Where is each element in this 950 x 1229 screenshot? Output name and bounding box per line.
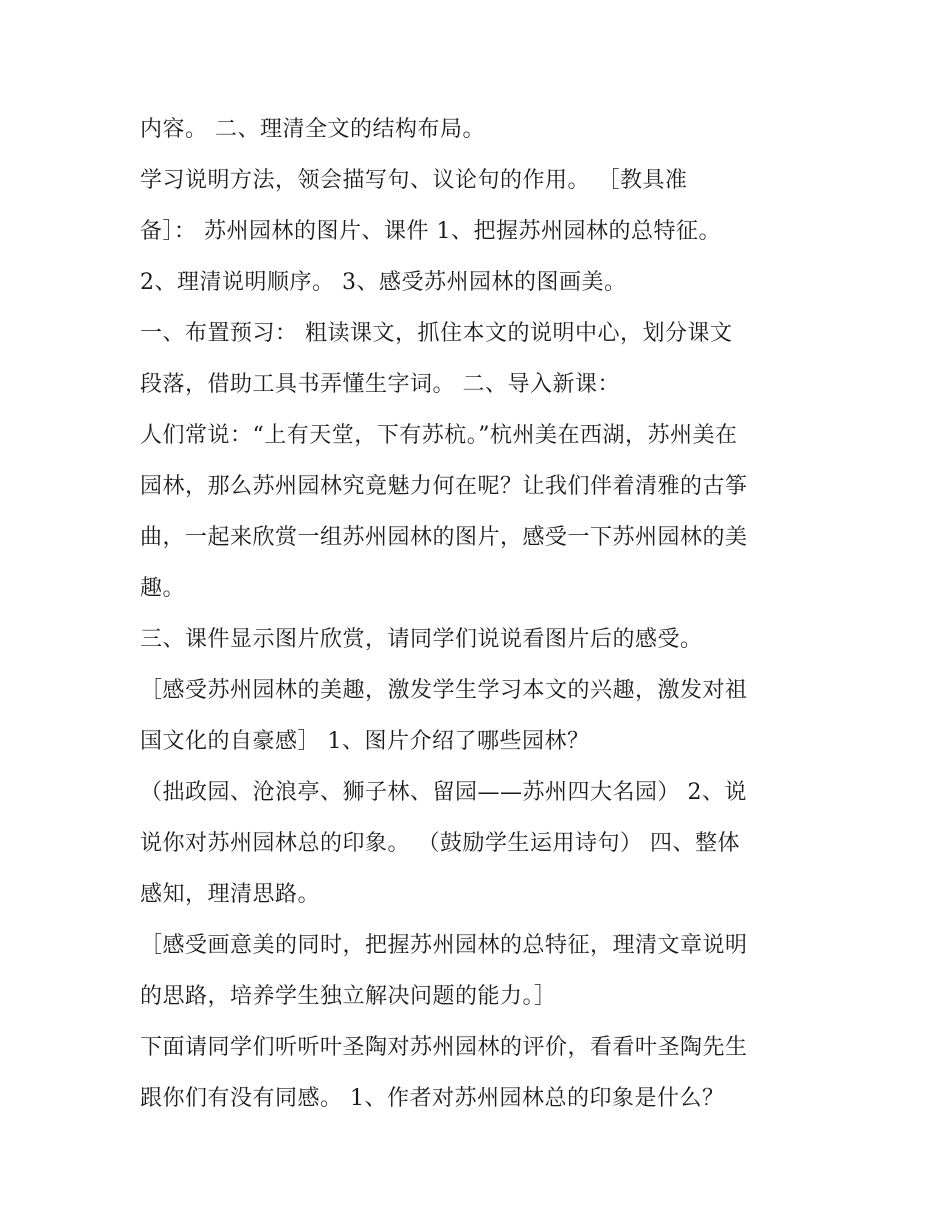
text-line: 一、布置预习： 粗读课文，抓住本文的说明中心，划分课文 bbox=[140, 321, 733, 346]
text-line: ［感受苏州园林的美趣，激发学生学习本文的兴趣，激发对祖 bbox=[140, 678, 748, 703]
text-line: 人们常说：“上有天堂，下有苏杭。”杭州美在西湖，苏州美在 bbox=[140, 423, 738, 448]
text-line: 学习说明方法，领会描写句、议论句的作用。 ［教具准 bbox=[140, 168, 688, 193]
text-line: 备］： 苏州园林的图片、课件 1、把握苏州园林的总特征。 bbox=[140, 219, 721, 244]
text-line: 的思路，培养学生独立解决问题的能力。］ bbox=[140, 984, 557, 1009]
text-line: 说你对苏州园林总的印象。 （鼓励学生运用诗句） 四、整体 bbox=[140, 831, 740, 856]
text-line: 跟你们有没有同感。 1、作者对苏州园林总的印象是什么？ bbox=[140, 1086, 725, 1111]
text-line: 国文化的自豪感］ 1、图片介绍了哪些园林？ bbox=[140, 729, 590, 754]
text-line: 感知，理清思路。 bbox=[140, 882, 321, 907]
text-line: 三、课件显示图片欣赏，请同学们说说看图片后的感受。 bbox=[140, 627, 703, 652]
text-line: 园林，那么苏州园林究竟魅力何在呢？让我们伴着清雅的古筝 bbox=[140, 474, 748, 499]
text-line: 下面请同学们听听叶圣陶对苏州园林的评价，看看叶圣陶先生 bbox=[140, 1035, 748, 1060]
text-line: ［感受画意美的同时，把握苏州园林的总特征，理清文章说明 bbox=[140, 933, 748, 958]
text-line: 趣。 bbox=[140, 576, 186, 601]
text-line: （拙政园、沧浪亭、狮子林、留园——苏州四大名园） 2、说 bbox=[140, 780, 747, 805]
text-line: 2、理清说明顺序。 3、感受苏州园林的图画美。 bbox=[140, 270, 627, 295]
text-line: 段落，借助工具书弄懂生字词。 二、导入新课： bbox=[140, 372, 620, 397]
text-line: 曲，一起来欣赏一组苏州园林的图片，感受一下苏州园林的美 bbox=[140, 525, 748, 550]
text-line: 内容。 二、理清全文的结构布局。 bbox=[140, 117, 485, 142]
